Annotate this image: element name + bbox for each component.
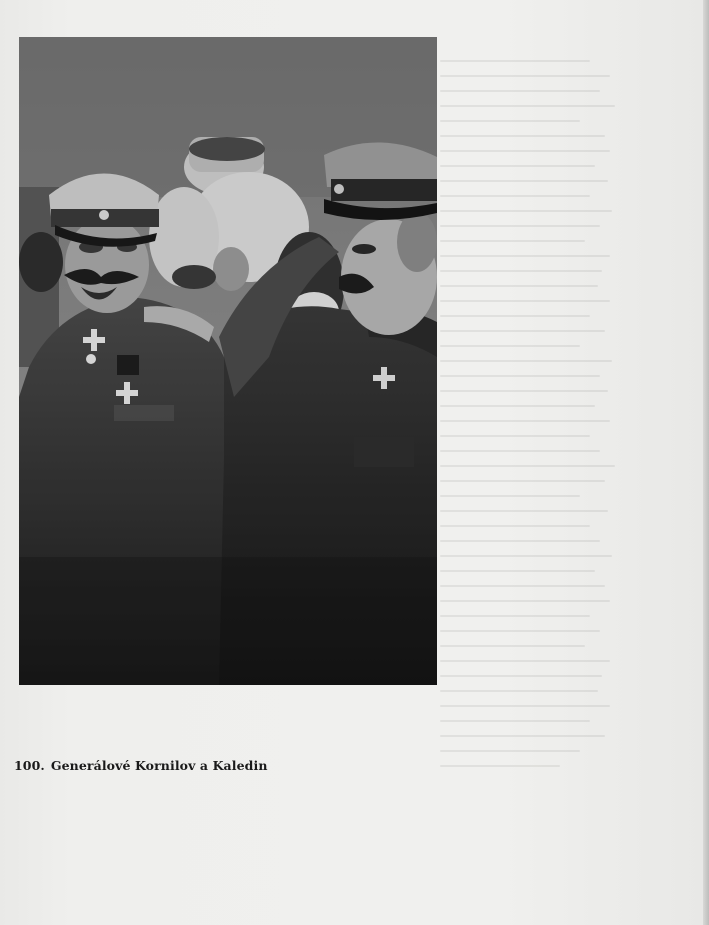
- figure-number: 100.: [14, 758, 45, 773]
- figure-caption-text: Generálové Kornilov a Kaledin: [50, 758, 268, 773]
- historical-photograph-icon: [19, 37, 437, 685]
- figure-caption: [14, 758, 268, 773]
- bleed-through-text: [440, 60, 640, 780]
- page-edge: [703, 0, 709, 925]
